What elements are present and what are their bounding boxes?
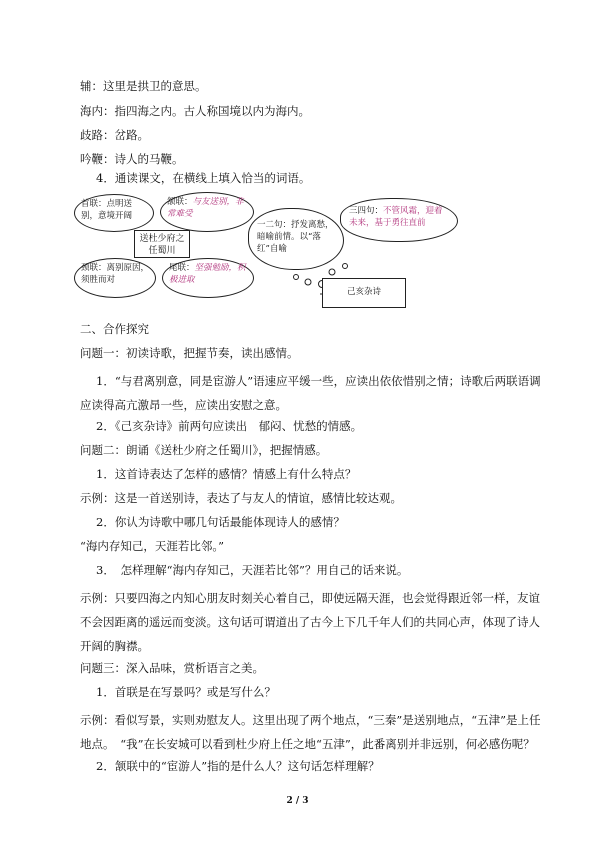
note-yinbian: 吟鞭：诗人的马鞭。 [80,152,184,166]
q3-s2: 2．颔联中的“宦游人”指的是什么人？这句话怎样理解？ [96,759,380,773]
note-qilu: 歧路：岔路。 [80,128,149,142]
hanlian-answer: 与友送别，非常难受 [167,197,244,219]
weilian-bubble [162,258,254,298]
jihai-poem-label: 己亥杂诗 [346,287,381,297]
q2-title: 问题二：朗诵《送杜少府之任蜀川》，把握情感。 [80,443,328,457]
hanlian-bubble [160,192,254,232]
jihai-poem-box [322,278,406,308]
note-hainei: 海内：指四海之内。古人称国境以内为海内。 [80,104,310,118]
right-answer: 不管风霜，迎着未来，基于勇往直前 [349,206,443,228]
poem-title-text: 送杜少府之任蜀川 [139,234,185,256]
weilian-answer: 坚强勉励，积极进取 [169,263,246,285]
q3-s1: 1．首联是在写景吗？或是写什么？ [96,685,276,699]
note-fu: 辅：这里是拱卫的意思。 [80,79,207,93]
q1-p1: 1．“与君离别意，同是宦游人”语速应平缓一些，应读出依依惜别之情；诗歌后两联语调应读得高亢激昂一些，应读出安慰之意。 [80,374,541,412]
shoulian-text: 首联：点明送别，意境开阔 [81,199,133,221]
poem-title-box [134,230,190,258]
cloud-text: 一二句：抒发离愁，暗喻前情。以“落红”自喻 [257,220,334,254]
hanlian-label: 颔联： [167,197,193,207]
poem-structure-diagram [70,184,490,312]
page-number: 2 / 3 [286,796,309,806]
q2-a3: 示例：只要四海之内知心朋友时刻关心着自己，即使远隔天涯，也会觉得跟近邻一样，友谊不会因距离的遥远而变淡。这句话可谓道出了古今上下几千年人们的共同心声，体现了诗人开阔的胸襟。 [80,591,540,653]
q1-p2: 2．《己亥杂诗》前两句应读出 郁闷、忧愁的情感。 [96,419,363,433]
q2-a1: 示例：这是一首送别诗，表达了与友人的情谊，感情比较达观。 [80,491,402,505]
cloud-bubble [248,208,344,270]
q2-s3: 3． 怎样理解“海内存知己，天涯若比邻”？用自己的话来说。 [96,563,409,577]
q3-title: 问题三：深入品味，赏析语言之美。 [80,661,264,675]
right-cloud [340,198,458,242]
section-heading: 二、合作探究 [80,322,149,336]
q3-a1: 示例：看似写景，实则劝慰友人。这里出现了两个地点，“三秦”是送别地点，“五津”是上任地点。 “我”在长安城可以看到杜少府上任之地“五津”，此番离别并非远别，何必感伤呢？ [80,713,541,751]
jinglian-text: 颈联：离别原因，须胜而对 [81,263,150,285]
q2-s2: 2．你认为诗歌中哪几句话最能体现诗人的感情？ [96,515,345,529]
weilian-label: 尾联： [169,263,195,273]
shoulian-bubble [74,194,154,232]
task4-instruction: 4．通读课文，在横线上填入恰当的词语。 [96,171,311,185]
jinglian-bubble [74,258,156,298]
right-label: 三四句： [349,206,384,216]
q2-s1: 1．这首诗表达了怎样的感情？情感上有什么特点？ [96,467,357,481]
q2-a2: “海内存知己，天涯若比邻。” [80,539,225,553]
q1-title: 问题一：初读诗歌，把握节奏，读出感情。 [80,346,299,360]
